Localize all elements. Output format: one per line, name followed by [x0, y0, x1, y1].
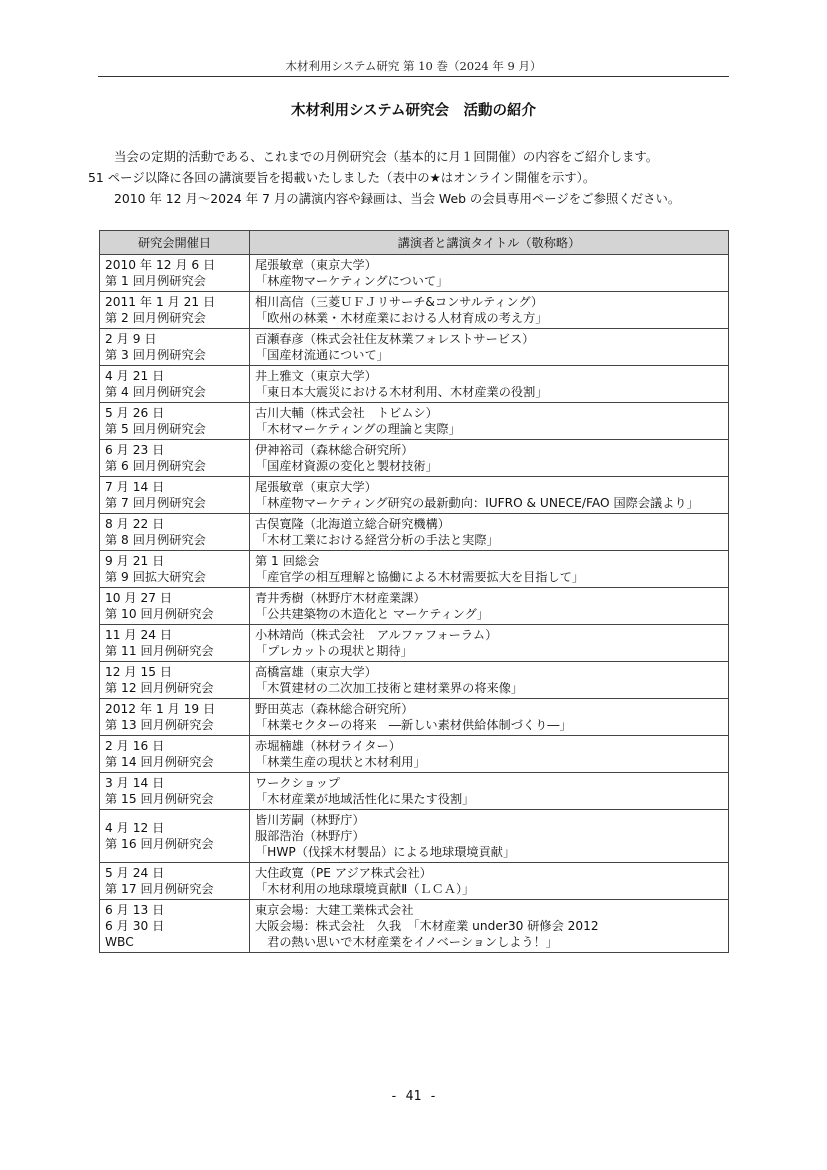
event-content-line: 赤堀楠雄（林材ライター）: [255, 739, 401, 753]
event-date-cell: [100, 736, 250, 773]
event-date-cell: [100, 440, 250, 477]
intro-line: 当会の定期的活動である、これまでの月例研究会（基本的に月１回開催）の内容をご紹介します。: [114, 149, 659, 164]
event-date-cell: [100, 900, 250, 953]
intro-line: 2010 年 12 月～2024 年 7 月の講演内容や録画は、当会 Web の会員専用ページをご参照ください。: [114, 191, 681, 206]
event-date-cell: [100, 366, 250, 403]
event-content-line: ワークショップ: [255, 776, 341, 790]
event-content-line: 「木材産業が地域活性化に果たす役割」: [255, 792, 475, 806]
event-content-line: 「木材マーケティングの理論と実際」: [255, 422, 461, 436]
event-date-line: 8 月 22 日: [105, 517, 165, 531]
event-content-line: 「公共建築物の木造化と マーケティング」: [255, 607, 489, 621]
event-date-cell: [100, 329, 250, 366]
event-content-cell: [250, 588, 729, 625]
table-row: [100, 625, 729, 662]
event-content-line: 第 1 回総会: [255, 554, 320, 568]
event-content-cell: [250, 662, 729, 699]
event-content-cell: [250, 440, 729, 477]
event-content-line: 高橋富雄（東京大学）: [255, 665, 377, 679]
event-content-line: 伊神裕司（森林総合研究所）: [255, 443, 414, 457]
event-date-line: 12 月 15 日: [105, 665, 173, 679]
table-row: [100, 440, 729, 477]
event-content-line: 尾張敏章（東京大学）: [255, 480, 377, 494]
event-content-cell: [250, 477, 729, 514]
table-row: [100, 699, 729, 736]
event-content-cell: [250, 773, 729, 810]
table-row: [100, 366, 729, 403]
event-date-line: 2012 年 1 月 19 日: [105, 702, 216, 716]
event-content-cell: [250, 255, 729, 292]
event-content-line: 「欧州の林業・木材産業における人材育成の考え方」: [255, 311, 548, 325]
event-date-line: 6 月 30 日: [105, 919, 165, 933]
event-content-line: 相川高信（三菱ＵＦＪリサーチ&コンサルティング）: [255, 295, 544, 309]
event-content-cell: [250, 514, 729, 551]
header-rule: [98, 76, 729, 77]
event-content-line: 「国産材流通について」: [255, 348, 389, 362]
event-date-line: 4 月 12 日: [105, 821, 165, 835]
event-date-cell: [100, 699, 250, 736]
event-content-cell: [250, 551, 729, 588]
event-date-line: WBC: [105, 935, 134, 949]
event-date-cell: [100, 625, 250, 662]
event-date-line: 第 11 回月例研究会: [105, 644, 214, 658]
event-content-line: 尾張敏章（東京大学）: [255, 258, 377, 272]
event-date-line: 2 月 16 日: [105, 739, 165, 753]
event-content-cell: [250, 403, 729, 440]
event-content-line: 「林産物マーケティング研究の最新動向：IUFRO & UNECE/FAO 国際会議より」: [255, 496, 699, 510]
event-content-line: 「木材利用の地球環境貢献Ⅱ（ＬＣＡ）」: [255, 882, 475, 896]
header-speaker-title: 講演者と講演タイトル（敬称略）: [250, 231, 729, 255]
table-row: [100, 773, 729, 810]
event-content-line: 「林業生産の現状と木材利用」: [255, 755, 426, 769]
event-date-cell: [100, 477, 250, 514]
table-row: [100, 863, 729, 900]
event-date-line: 第 14 回月例研究会: [105, 755, 214, 769]
event-date-line: 第 17 回月例研究会: [105, 882, 214, 896]
event-date-line: 5 月 26 日: [105, 406, 165, 420]
event-content-line: 東京会場：大建工業株式会社: [255, 903, 414, 917]
event-date-line: 2 月 9 日: [105, 332, 157, 346]
event-date-line: 第 12 回月例研究会: [105, 681, 214, 695]
page-title: 木材利用システム研究会 活動の紹介: [290, 103, 537, 119]
event-content-line: 「HWP（伐採木材製品）による地球環境貢献」: [255, 845, 516, 859]
event-content-line: 「木質建材の二次加工技術と建材業界の将来像」: [255, 681, 524, 695]
event-content-cell: [250, 699, 729, 736]
table-row: [100, 551, 729, 588]
event-date-line: 第 7 回月例研究会: [105, 496, 206, 510]
table-body: [100, 255, 729, 953]
event-date-line: 第 3 回月例研究会: [105, 348, 206, 362]
event-date-line: 4 月 21 日: [105, 369, 165, 383]
event-date-cell: [100, 662, 250, 699]
event-date-cell: [100, 514, 250, 551]
table-row: [100, 255, 729, 292]
table-row: [100, 403, 729, 440]
event-content-cell: [250, 900, 729, 953]
table-row: [100, 329, 729, 366]
event-content-line: 小林靖尚（株式会社 アルファフォーラム）: [255, 628, 498, 642]
table-row: [100, 588, 729, 625]
event-content-cell: [250, 625, 729, 662]
table-row: [100, 810, 729, 863]
event-date-line: 第 13 回月例研究会: [105, 718, 214, 732]
event-date-line: 6 月 13 日: [105, 903, 165, 917]
event-date-line: 6 月 23 日: [105, 443, 165, 457]
event-content-line: 青井秀樹（林野庁木材産業課）: [255, 591, 426, 605]
event-content-line: 服部浩治（林野庁）: [255, 829, 365, 843]
event-content-line: 大住政寛（PE アジア株式会社）: [255, 866, 432, 880]
event-date-line: 第 15 回月例研究会: [105, 792, 214, 806]
event-date-cell: [100, 588, 250, 625]
event-date-cell: [100, 403, 250, 440]
intro-line: 51 ページ以降に各回の講演要旨を掲載いたしました（表中の★はオンライン開催を示す）。: [88, 170, 596, 185]
event-content-line: 君の熱い思いで木材産業をイノベーションしよう！」: [255, 935, 558, 949]
event-date-cell: [100, 255, 250, 292]
event-date-line: 9 月 21 日: [105, 554, 165, 568]
event-content-line: 「プレカットの現状と期待」: [255, 644, 413, 658]
event-content-line: 「林業セクターの将来 ―新しい素材供給体制づくり―」: [255, 718, 572, 732]
event-date-line: 第 4 回月例研究会: [105, 385, 206, 399]
event-date-line: 11 月 24 日: [105, 628, 173, 642]
event-date-line: 第 2 回月例研究会: [105, 311, 206, 325]
table-header-row: [100, 231, 729, 255]
intro-text: [88, 146, 738, 209]
event-date-line: 2010 年 12 月 6 日: [105, 258, 216, 272]
table-row: [100, 477, 729, 514]
event-content-cell: [250, 366, 729, 403]
events-table: [99, 230, 729, 953]
event-date-line: 第 8 回月例研究会: [105, 533, 206, 547]
event-date-line: 7 月 14 日: [105, 480, 165, 494]
page-number: - 41 -: [390, 1089, 437, 1104]
event-content-line: 皆川芳嗣（林野庁）: [255, 813, 365, 827]
event-date-line: 第 6 回月例研究会: [105, 459, 206, 473]
table-row: [100, 736, 729, 773]
event-date-line: 5 月 24 日: [105, 866, 165, 880]
event-date-line: 3 月 14 日: [105, 776, 165, 790]
event-date-cell: [100, 863, 250, 900]
event-date-cell: [100, 810, 250, 863]
event-date-cell: [100, 551, 250, 588]
event-content-line: 百瀬春彦（株式会社住友林業フォレストサービス）: [255, 332, 535, 346]
event-content-cell: [250, 810, 729, 863]
event-content-line: 大阪会場：株式会社 久我 「木材産業 under30 研修会 2012: [255, 919, 599, 933]
event-content-cell: [250, 736, 729, 773]
header-date: 研究会開催日: [100, 231, 250, 255]
event-content-cell: [250, 863, 729, 900]
table-row: [100, 662, 729, 699]
event-date-line: 第 5 回月例研究会: [105, 422, 206, 436]
event-content-line: 古川大輔（株式会社 トビムシ）: [255, 406, 438, 420]
event-date-line: 2011 年 1 月 21 日: [105, 295, 216, 309]
event-content-line: 井上雅文（東京大学）: [255, 369, 377, 383]
event-date-line: 10 月 27 日: [105, 591, 173, 605]
event-content-line: 「産官学の相互理解と協働による木材需要拡大を目指して」: [255, 570, 585, 584]
table-row: [100, 900, 729, 953]
event-content-cell: [250, 329, 729, 366]
event-content-line: 古俣寛隆（北海道立総合研究機構）: [255, 517, 450, 531]
event-date-line: 第 1 回月例研究会: [105, 274, 206, 288]
event-content-line: 「木材工業における経営分析の手法と実際」: [255, 533, 499, 547]
event-content-line: 「東日本大震災における木材利用、木材産業の役割」: [255, 385, 548, 399]
event-date-line: 第 16 回月例研究会: [105, 837, 214, 851]
event-date-cell: [100, 292, 250, 329]
event-content-line: 「国産材資源の変化と製材技術」: [255, 459, 438, 473]
event-date-line: 第 9 回拡大研究会: [105, 570, 206, 584]
table-row: [100, 514, 729, 551]
running-header: 木材利用システム研究 第 10 巻（2024 年 9 月）: [285, 59, 542, 73]
table-row: [100, 292, 729, 329]
event-content-cell: [250, 292, 729, 329]
event-content-line: 「林産物マーケティングについて」: [255, 274, 449, 288]
event-content-line: 野田英志（森林総合研究所）: [255, 702, 414, 716]
event-date-line: 第 10 回月例研究会: [105, 607, 214, 621]
event-date-cell: [100, 773, 250, 810]
